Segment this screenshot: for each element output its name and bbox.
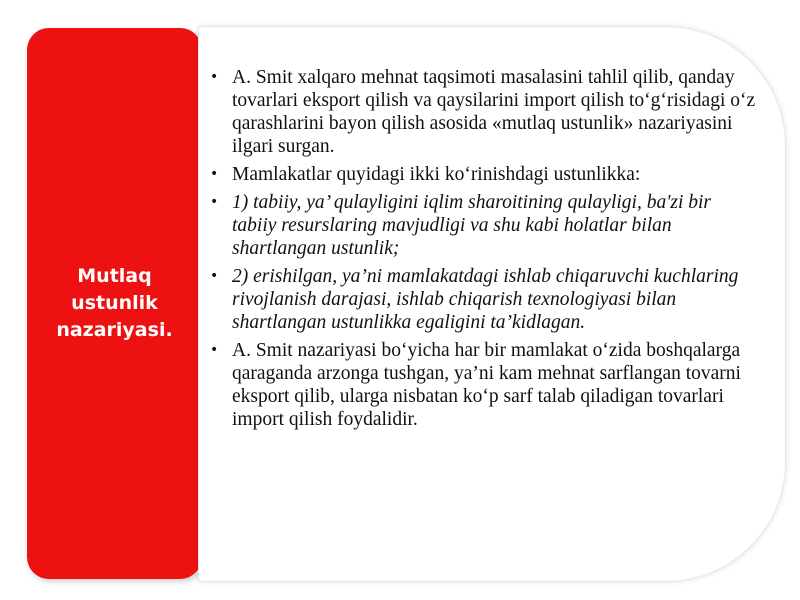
bullet-dot-icon: •: [210, 69, 219, 85]
bullet-item: [200, 66, 760, 158]
bullet-item: [200, 339, 760, 431]
bullet-dot-icon: •: [210, 342, 219, 358]
bullet-list: [200, 66, 760, 436]
bullet-item: [200, 163, 760, 186]
bullet-item: [200, 265, 760, 334]
bullet-dot-icon: •: [210, 166, 219, 182]
bullet-text: Mamlakatlar quyidagi ikki ko‘rinishdagi ustunlikka:: [232, 164, 641, 185]
bullet-dot-icon: •: [210, 268, 219, 284]
side-title: Mutlaq ustunlik nazariyasi.: [56, 265, 173, 341]
bullet-text: 1) tabiiy, ya’ qulayligini iqlim sharoitining qulayligi, ba'zi bir tabiiy resurslaring mavjudligi va shu kabi holatlar bilan shartlangan ustunlik;: [232, 192, 712, 259]
bullet-text: 2) erishilgan, ya’ni mamlakatdagi ishlab chiqaruvchi kuchlaring rivojlanish darajasi, ishlab chiqarish texnologiyasi bilan shartlangan ustunlikka egaligini ta’kidlagan.: [232, 266, 739, 333]
side-title-panel: [27, 28, 202, 579]
bullet-dot-icon: •: [210, 194, 219, 210]
bullet-text: A. Smit nazariyasi bo‘yicha har bir mamlakat o‘zida boshqalarga qaraganda arzonga tushgan, ya’ni kam mehnat sarflangan tovarni eksport qilib, ularga nisbatan ko‘p sarf talab qiladigan tovarlari import qilish foydalidir.: [232, 340, 741, 430]
bullet-item: [200, 191, 760, 260]
bullet-text: A. Smit xalqaro mehnat taqsimoti masalasini tahlil qilib, qanday tovarlari eksport qilish va qaysilarini import qilish to‘g‘risidagi o‘z qarashlarini bayon qilish asosida «mutlaq ustunlik» nazariyasini ilgari surgan.: [232, 67, 756, 157]
